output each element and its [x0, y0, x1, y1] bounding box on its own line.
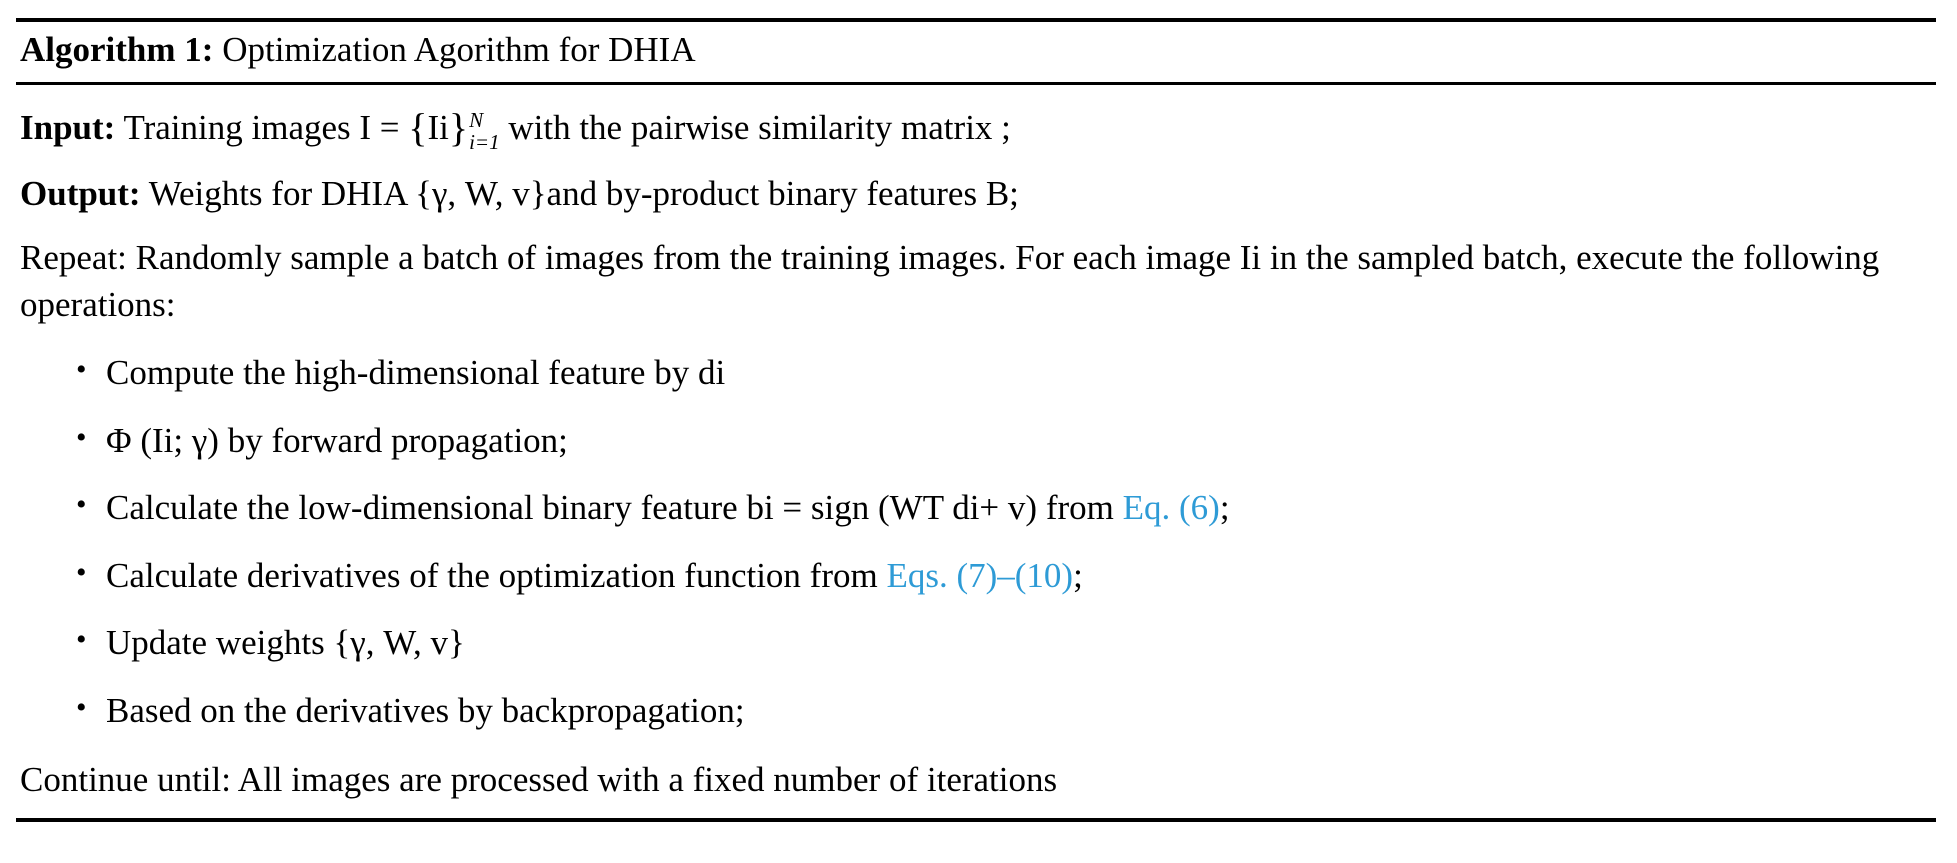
algorithm-label: Algorithm 1:	[20, 30, 214, 69]
input-text-post: with the pairwise similarity matrix ;	[499, 107, 1011, 147]
algorithm-header	[16, 22, 1936, 82]
step-text: Calculate the low-dimensional binary feature bi = sign (WT di+ v) from	[106, 488, 1123, 528]
list-item	[76, 542, 1932, 610]
bottom-rule	[16, 818, 1936, 822]
input-line	[20, 95, 1932, 161]
input-set-symbol: Ii	[427, 107, 449, 147]
input-text-pre: Training images I =	[123, 107, 409, 147]
algorithm-body	[16, 85, 1936, 818]
input-brace-open: {	[408, 104, 428, 150]
step-text-tail: ;	[1073, 555, 1083, 595]
step-text-tail: ;	[1219, 488, 1230, 528]
step-text: Update weights {γ, W, v}	[106, 623, 465, 663]
output-label: Output:	[20, 174, 141, 214]
algorithm-title: Optimization Agorithm for DHIA	[222, 30, 696, 69]
list-item	[76, 407, 1932, 475]
step-text: Based on the derivatives by backpropagation;	[106, 690, 745, 730]
list-item	[76, 474, 1932, 542]
output-text: Weights for DHIA {γ, W, v}and by-product binary features B;	[148, 174, 1019, 214]
algorithm-block	[16, 18, 1936, 822]
input-label: Input:	[20, 107, 116, 147]
list-item	[76, 339, 1932, 407]
repeat-paragraph: Repeat: Randomly sample a batch of images from the training images. For each image Ii in the sampled batch, execute the following operations:	[20, 238, 1880, 325]
input-index-range	[469, 110, 500, 153]
equation-reference-link[interactable]: Eqs. (7)–(10)	[886, 555, 1074, 595]
input-brace-close: }	[448, 104, 469, 150]
list-item	[76, 609, 1932, 677]
step-text: Φ (Ii; γ) by forward propagation;	[106, 420, 568, 460]
steps-list	[20, 339, 1932, 744]
input-superscript: N	[469, 108, 484, 133]
list-item	[76, 677, 1932, 745]
output-line	[20, 161, 1932, 226]
continue-paragraph: Continue until: All images are processed with a fixed number of iterations	[20, 760, 1058, 800]
step-text: Compute the high-dimensional feature by di	[106, 353, 726, 393]
equation-reference-link[interactable]: Eq. (6)	[1122, 488, 1220, 528]
step-text: Calculate derivatives of the optimization function from	[106, 555, 887, 595]
input-subscript: i=1	[469, 130, 500, 155]
